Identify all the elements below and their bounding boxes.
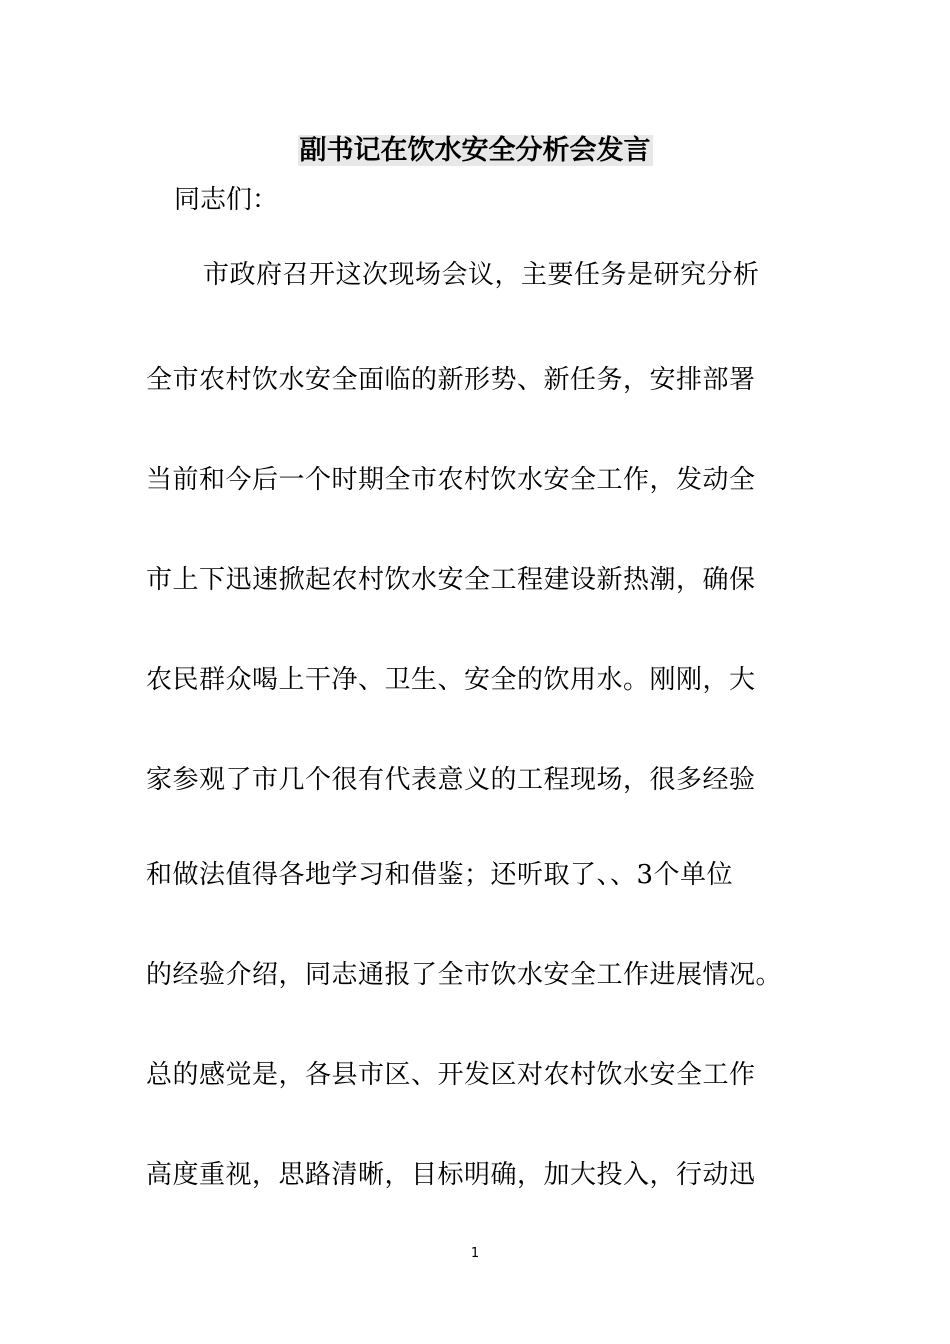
body-line: 的经验介绍，同志通报了全市饮水安全工作进展情况。 <box>146 960 783 990</box>
body-line: 全市农村饮水安全面临的新形势、新任务，安排部署 <box>146 365 756 395</box>
body-line: 家参观了市几个很有代表意义的工程现场，很多经验 <box>146 765 756 795</box>
body-line: 总的感觉是，各县市区、开发区对农村饮水安全工作 <box>146 1060 756 1090</box>
salutation: 同志们： <box>174 185 279 215</box>
document-title-text: 副书记在饮水安全分析会发言 <box>299 135 651 166</box>
body-line: 农民群众喝上干净、卫生、安全的饮用水。刚刚，大 <box>146 665 756 695</box>
body-line: 市政府召开这次现场会议，主要任务是研究分析 <box>203 260 760 290</box>
body-line: 和做法值得各地学习和借鉴；还听取了、、3个单位 <box>146 860 734 890</box>
body-line: 当前和今后一个时期全市农村饮水安全工作，发动全 <box>146 465 756 495</box>
body-line: 高度重视，思路清晰，目标明确，加大投入，行动迅 <box>146 1160 756 1190</box>
document-title <box>0 131 950 171</box>
page-number: 1 <box>470 1246 480 1261</box>
body-line: 市上下迅速掀起农村饮水安全工程建设新热潮，确保 <box>146 565 756 595</box>
